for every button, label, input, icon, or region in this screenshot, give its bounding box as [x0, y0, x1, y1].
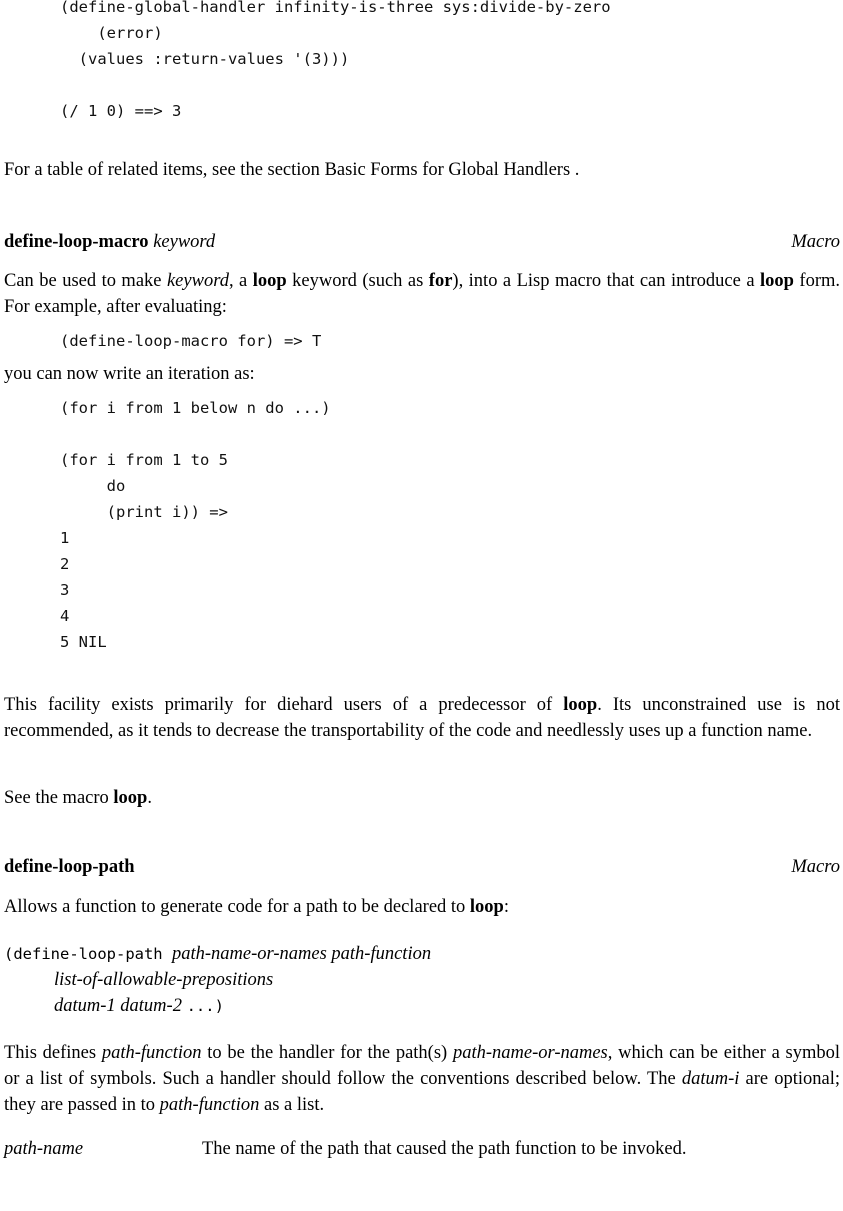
entry-description: Can be used to make keyword, a loop keyword (such as for), into a Lisp macro that can introduce a loop form. For example, after evaluating: [4, 271, 840, 317]
argument-definition: The name of the path that caused the path function to be invoked. [202, 1139, 687, 1159]
entry-explanation: This defines path-function to be the handler for the path(s) path-name-or-names, which can be either a symbol or a list of symbols. Such a handler should follow the conventions described below. The datum-i are optional; they are passed in to path-function as a list. [4, 1043, 840, 1115]
signature-line: datum-1 datum-2 ...) [54, 996, 224, 1016]
iteration-intro: you can now write an iteration as: [4, 364, 255, 384]
argument-term: path-name [4, 1139, 84, 1159]
code-line: (define-global-handler infinity-is-three sys:divide-by-zero [60, 0, 611, 16]
entry-kind: Macro [791, 232, 840, 252]
code-line: (error) [60, 24, 163, 42]
code-block-global-handler [60, 0, 611, 124]
code-line: (values :return-values '(3))) [60, 50, 350, 68]
entry-name: define-loop-path [4, 857, 135, 877]
code-line: (/ 1 0) ==> 3 [60, 102, 182, 120]
entry-heading-define-loop-macro [4, 232, 840, 253]
cross-reference-link[interactable]: Basic Forms for Global Handlers [324, 160, 571, 180]
entry-description: Allows a function to generate code for a path to be declared to loop: [4, 897, 509, 917]
code-example-iteration: (for i from 1 below n do ...) (for i from 1 to 5 do (print i)) => 1 2 3 4 5 NIL [60, 399, 331, 651]
entry-name: define-loop-macro [4, 232, 149, 252]
signature: (define-loop-path path-name-or-names path-function [4, 944, 432, 964]
entry-heading-define-loop-path [4, 857, 840, 878]
signature-line: list-of-allowable-prepositions [54, 970, 274, 990]
code-example-define-loop-macro: (define-loop-macro for) => T [60, 332, 322, 350]
related-items-note: For a table of related items, see the section Basic Forms for Global Handlers . [4, 160, 580, 180]
see-also: See the macro loop. [4, 788, 152, 808]
usage-note: This facility exists primarily for diehard users of a predecessor of loop. Its unconstrained use is not recommended, as it tends to decrease the transportability of the code and needlessly uses up a function name. [4, 695, 840, 741]
see-also-link[interactable]: loop [113, 788, 148, 808]
entry-kind: Macro [791, 857, 840, 877]
entry-arg: keyword [153, 232, 216, 252]
